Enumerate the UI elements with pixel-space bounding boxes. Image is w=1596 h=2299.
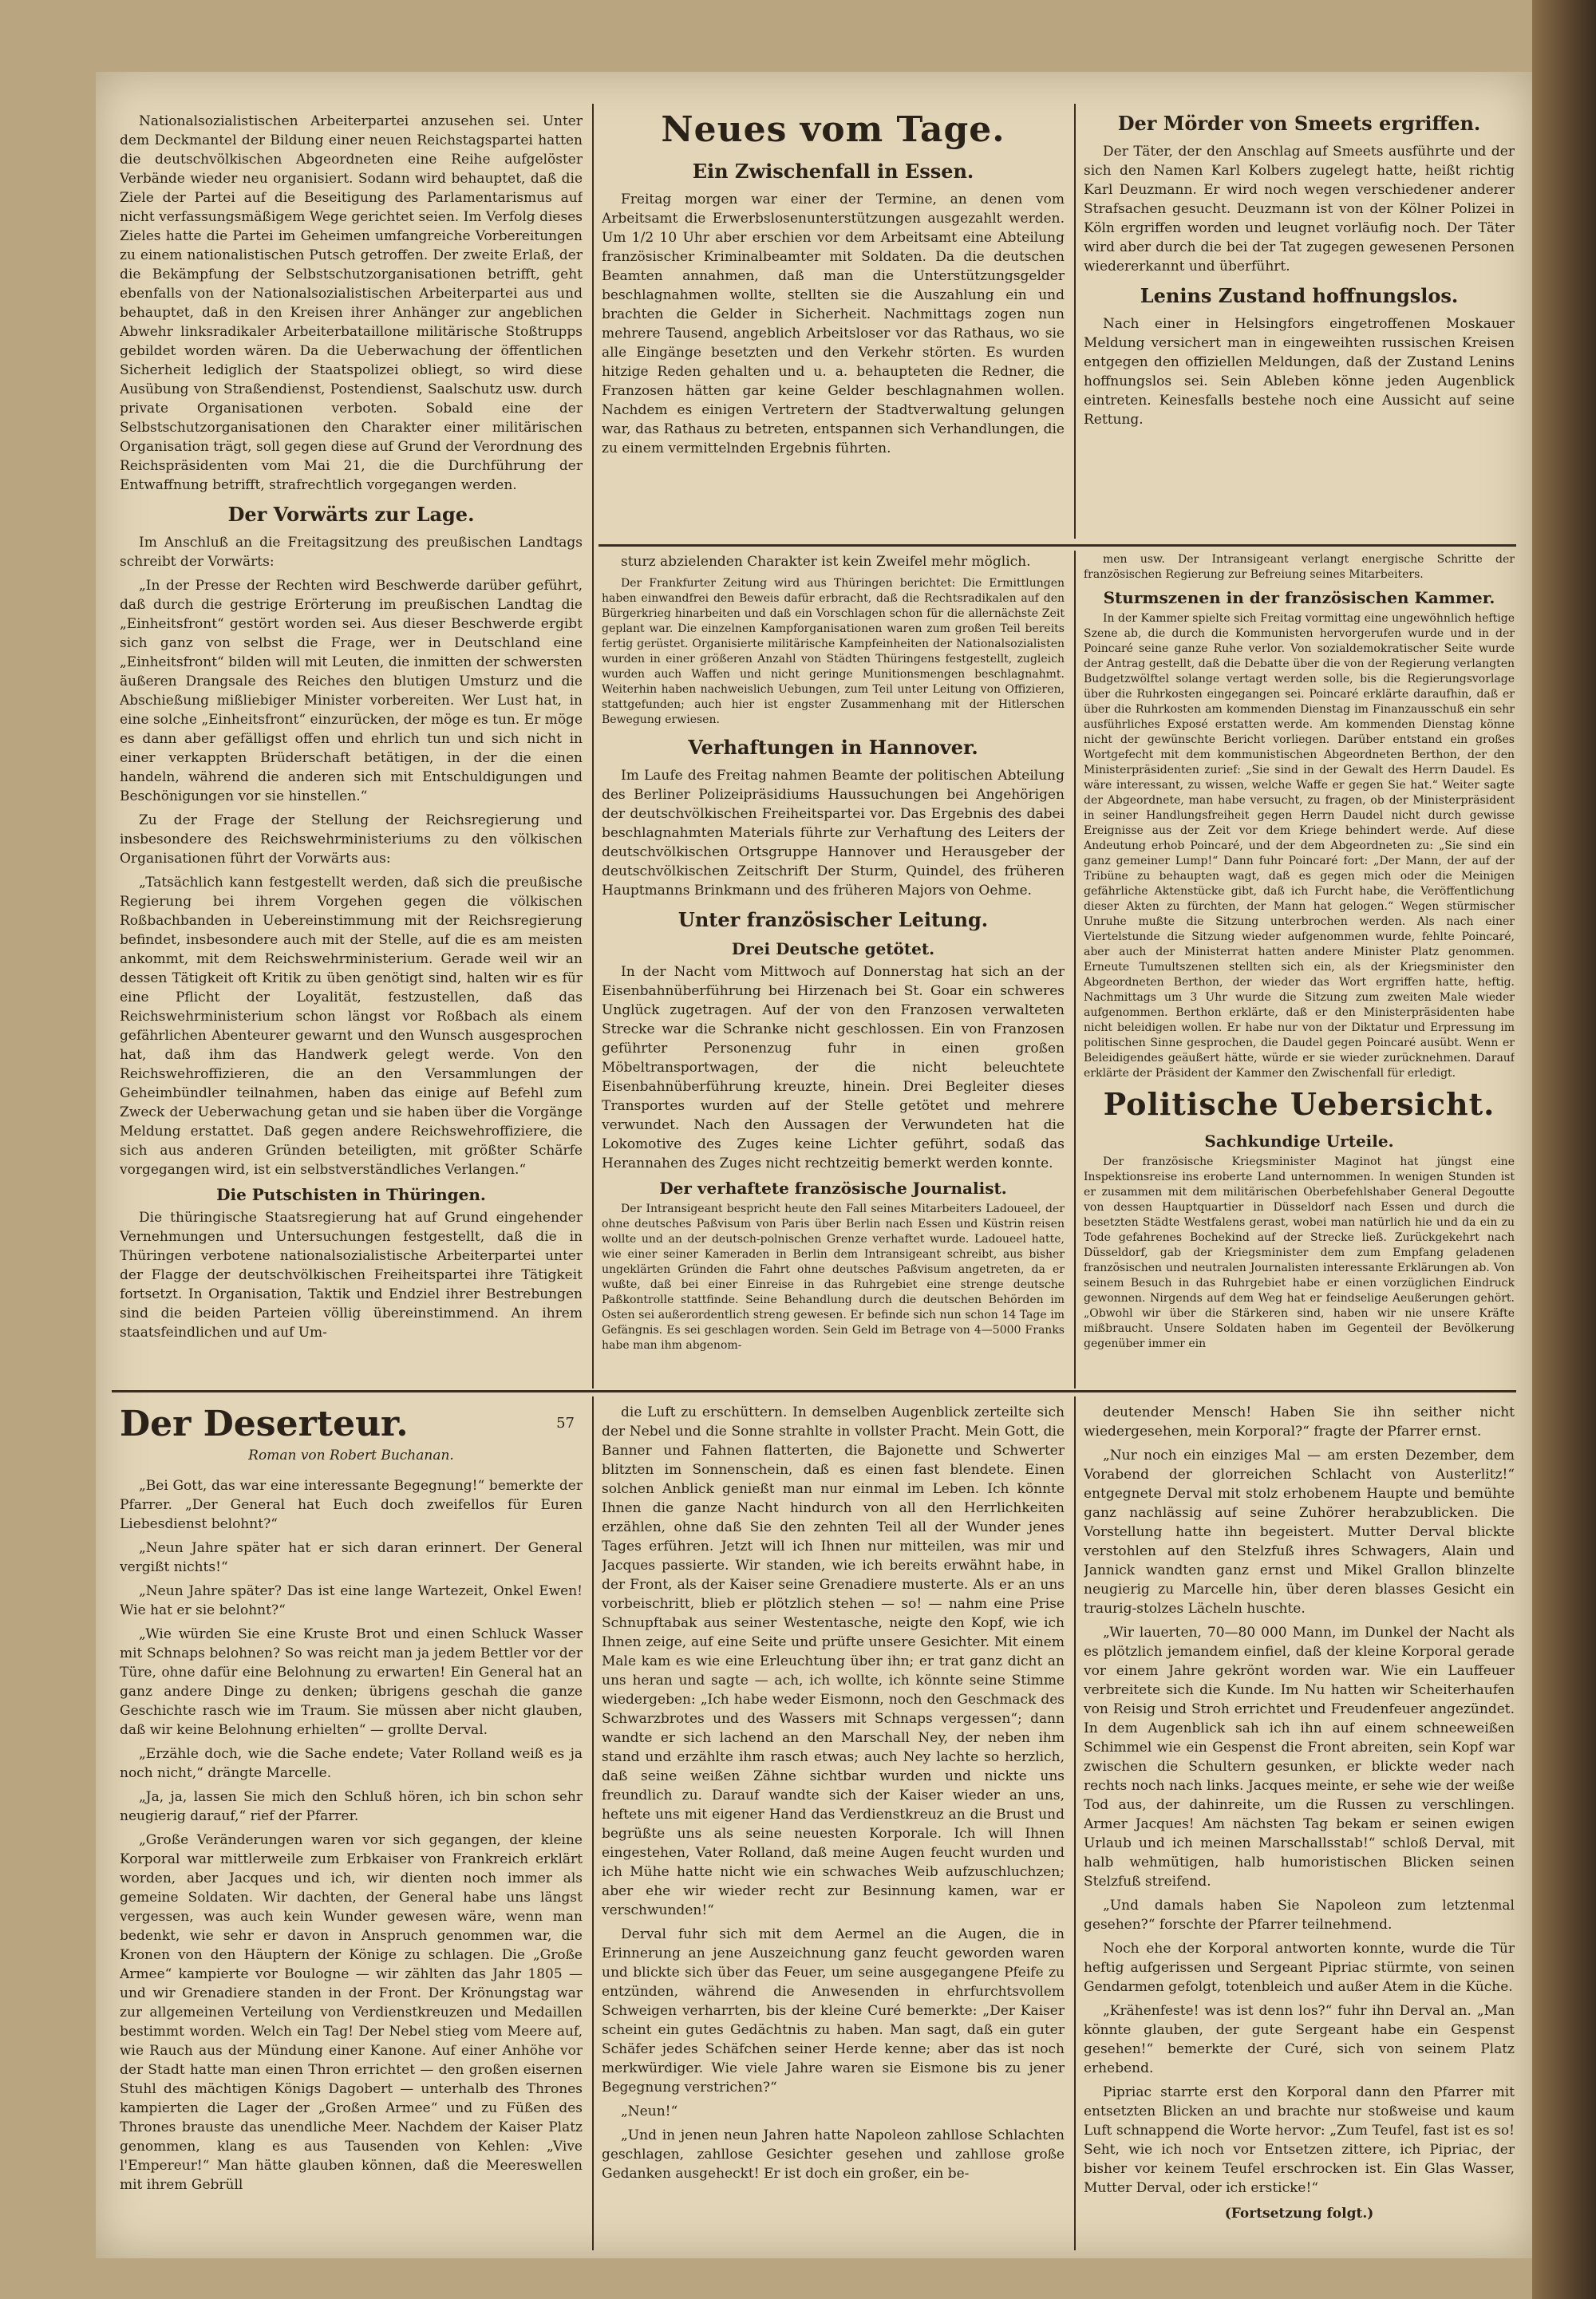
paragraph: „Bei Gott, das war eine interessante Begegnung!“ bemerkte der Pfarrer. „Der General hat Euch doch zweifellos für Euren Liebesdienst belohnt?“ — [120, 1478, 583, 1532]
paragraph: Der Frankfurter Zeitung wird aus Thüringen berichtet: Die Ermittlungen haben einwandfrei den Beweis dafür erbracht, daß die Rechtsradikalen auf den Bürgerkrieg hinarbeiten und daß ein Vorschlagen schon für die allernächste Zeit geplant war. Die einzelnen Kampforganisationen waren zum großen Teil bereits fertig gerüstet. Organisierte militärische Kampfeinheiten der Nationalsozialisten wurden in einer größeren Anzahl von Städten Thüringens festgestellt, zugleich wurden auch Waffen und nicht geringe Munitionsmengen beschlagnahmt. Weiterhin haben nachweislich Uebungen, zum Teil unter Leitung von Offizieren, stattgefunden; auch hier ist engster Zusammenhang mit der Hitlerschen Bewegung erwiesen. — [602, 577, 1065, 726]
paragraph: „Nur noch ein einziges Mal — am ersten Dezember, dem Vorabend der glorreichen Schlacht von Austerlitz!“ entgegnete Derval mit stolz erhobenem Haupte und bemühte ganz nachlässig auf seine Zuhörer herabzublicken. Die Vorstellung hatte ihn begeistert. Mutter Derval blickte verstohlen auf den Stelzfuß ihres Schwagers, Alain und Jannick wandten ganz ernst und Mikel Grallon blinzelte neugierig zu Marcelle hin, über deren blasses Gesicht ein traurig-stolzes Lächeln huschte. — [1084, 1448, 1515, 1617]
paragraph: Im Anschluß an die Freitagsitzung des preußischen Landtags schreibt der Vorwärts: — [120, 535, 583, 570]
middle-right-column — [1084, 552, 1515, 1382]
middle-column — [602, 552, 1065, 1382]
heading-lenin: Lenins Zustand hoffnungslos. — [1140, 284, 1459, 307]
vorwaerts-paragraphs — [120, 533, 583, 1179]
heading-putschisten: Die Putschisten in Thüringen. — [216, 1185, 486, 1204]
paragraph: Der französische Kriegsminister Maginot hat jüngst eine Inspektionsreise ins eroberte Land unternommen. In wenigen Stunden ist er zusammen mit dem militärischen Oberbefehlshaber General Degoutte von dessen Hauptquartier in Düsseldorf nach Essen und durch die besetzten Städte Westfalens gerast, wobei man natürlich hie und da ein zu Tode gefahrenes Bochekind auf der Strecke ließ. Zurückgekehrt nach Düsseldorf, gab der Kriegsminister dem zum Empfang geladenen französischen und neutralen Journalisten interessante Erklärungen ab. Von seinem Besuch in das Ruhrgebiet habe er einen vorzüglichen Eindruck gewonnen. Nirgends auf dem Weg hat er feindselige Aeußerungen gehört. „Obwohl wir über die Stärkeren sind, haben wir nie unsere Kräfte mißbraucht. Unsere Soldaten haben im Gegenteil der Bevölkerung gegenüber immer ein — [1084, 1155, 1515, 1350]
feuilleton-rule — [112, 1390, 1516, 1392]
paragraph: Pipriac starrte erst den Korporal dann den Pfarrer mit entsetzten Blicken an und brachte nur stoßweise und kaum Luft schnappend die Worte hervor: „Zum Teufel, fast ist es so! Seht, wie ich noch vor Entsetzen zittere, ich Pipriac, der bisher vor keinem Teufel erschrocken ist. Ein Glas Wasser, Mutter Derval, oder ich ersticke!“ — [1084, 2084, 1515, 2196]
putschisten-paragraphs — [120, 1208, 583, 1342]
heading-journalist: Der verhaftete französische Journalist. — [659, 1179, 1007, 1198]
hannover-paragraphs — [602, 766, 1065, 900]
heading-essen: Ein Zwischenfall in Essen. — [692, 160, 974, 183]
heading-smeets: Der Mörder von Smeets ergriffen. — [1117, 112, 1481, 135]
paragraph: Derval fuhr sich mit dem Aermel an die Augen, die in Erinnerung an jene Auszeichnung ganz feucht geworden waren und blickte sich über das Feuer, um seine ausgegangene Pfeife zu entzünden, während die Anwesenden in ehrfurchtsvollem Schweigen verharrten, bis der kleine Curé bemerkte: „Der Kaiser scheint ein gutes Gedächtnis zu haben. Man sagt, daß ein guter Schäfer jedes Schäfchen seiner Herde kenne; aber das ist noch merkwürdiger. Wie viele Jahre waren sie Eismone bis zu jener Begegnung verstrichen?“ — [602, 1926, 1065, 2096]
column-rule — [1074, 551, 1076, 1388]
novel-text-1 — [120, 1476, 583, 2194]
heading-kammer: Sturmszenen in der französischen Kammer. — [1103, 588, 1495, 607]
paragraph: Der Täter, der den Anschlag auf Smeets ausführte und der sich den Namen Karl Kolbers zugelegt hatte, heißt richtig Karl Deuzmann. Er wird noch wegen verschiedener anderer Strafsachen gesucht. Deuzmann ist von der Kölner Polizei in Köln ergriffen worden und leugnet vorläufig noch. Der Täter wird aber durch die bei der Tat zugegen gewesenen Personen wiedererkannt und überführt. — [1084, 144, 1515, 275]
urteile-paragraphs — [1084, 1155, 1515, 1352]
newspaper-page — [96, 72, 1532, 2258]
paragraph: men usw. Der Intransigeant verlangt energische Schritte der französischen Regierung zur Befreiung seines Mitarbeiters. — [1084, 553, 1515, 581]
heading-urteile: Sachkundige Urteile. — [1204, 1132, 1394, 1151]
frankfurter-report — [602, 576, 1065, 728]
novel-title: Der Deserteur. — [120, 1404, 409, 1444]
page-number: 57 — [556, 1415, 575, 1432]
subheading-leitung: Drei Deutsche getötet. — [731, 939, 935, 958]
heading-hannover: Verhaftungen in Hannover. — [688, 736, 978, 759]
top-right-column — [1084, 104, 1515, 527]
paragraph: Nationalsozialistischen Arbeiterpartei anzusehen sei. Unter dem Deckmantel der Bildung einer neuen Reichstagspartei hatten die deutschvölkischen Abgeordneten eine Reihe aufgelöster Verbände wieder neu organisiert. Sodann wird behauptet, daß die Ziele der Partei auf die Beseitigung des Parlamentarismus auf nicht verfassungsmäßigem Wege gerichtet seien. Im Verfolg dieses Zieles hatte die Partei im Geheimen umfangreiche Vorbereitungen zu einem nationalistischen Putsch getroffen. Der zweite Erlaß, der die Bekämpfung der Selbstschutzorganisationen betrifft, geht ebenfalls von der Nationalsozialistischen Arbeiterpartei aus und behauptet, daß in den Kreisen ihrer Anhänger zur angeblichen Abwehr linksradikaler Arbeiterbataillone militärische Stoßtrupps gebildet worden wären. Da die Ueberwachung der öffentlichen Sicherheit lediglich der Staatspolizei obliegt, so wird diese Ausübung von Straßendienst, Postendienst, Saalschutz usw. durch private Organisationen verboten. Sobald eine der Selbstschutzorganisationen den Charakter einer militärischen Organisation trägt, soll gegen diese auf Grund der Verordnung des Reichspräsidenten vom Mai 21, die die Durchführung der Entwaffnung betrifft, strafrechtlich vorgegangen werden. — [120, 113, 583, 493]
leitung-paragraphs — [602, 962, 1065, 1173]
novel-column-3 — [1084, 1403, 1515, 2249]
book-binding — [1532, 0, 1596, 2299]
paragraph: „Ja, ja, lassen Sie mich den Schluß hören, ich bin schon sehr neugierig darauf,“ rief der Pfarrer. — [120, 1789, 583, 1824]
smeets-paragraphs — [1084, 142, 1515, 276]
paragraph: Zu der Frage der Stellung der Reichsregierung und insbesondere des Reichswehrministeriums zu den völkischen Organisationen führt der Vorwärts aus: — [120, 812, 583, 867]
novel-subtitle: Roman von Robert Buchanan. — [248, 1448, 454, 1464]
paragraph: „Und in jenen neun Jahren hatte Napoleon zahllose Schlachten geschlagen, zahllose Gesichter gesehen und zahllose große Gedanken ausgeheckt! Er ist doch ein großer, ein be- — [602, 2127, 1065, 2182]
paragraph: „Wie würden Sie eine Kruste Brot und einen Schluck Wasser mit Schnaps belohnen? So was reicht man ja jedem Bettler vor der Türe, ohne dafür eine Belohnung zu erwarten! Ein General hat an ganz andere Dinge zu denken; übrigens geschah die ganze Geschichte rasch wie im Traum. Sie müssen aber nicht glauben, daß wir keine Belohnung erhielten“ — grollte Derval. — [120, 1626, 583, 1738]
top-middle-column — [602, 104, 1065, 539]
paragraph: Der Intransigeant bespricht heute den Fall seines Mitarbeiters Ladoueel, der ohne deutsches Paßvisum von Paris über Berlin nach Essen und Küstrin reisen wollte und an der deutsch-polnischen Grenze verhaftet wurde. Ladoueel hatte, wie einer seiner Kameraden in Berlin dem Intransigeant schreibt, aus bisher ungeklärten Gründen die Fahrt ohne deutsches Paßvisum angetreten, da er wußte, daß bei einer Einreise in das Ruhrgebiet eine strenge deutsche Paßkontrolle stattfinde. Seine Behandlung durch die deutschen Behörden im Osten sei außerordentlich streng gewesen. Er befinde sich nun schon 14 Tage im Gefängnis. Es sei geschlagen worden. Sein Geld im Betrage von 4—5000 Franks habe man ihm abgenom- — [602, 1203, 1065, 1352]
paragraph: „Große Veränderungen waren vor sich gegangen, der kleine Korporal war mittlerweile zum Erbkaiser von Frankreich erklärt worden, aber Jacques und ich, wir dienten noch immer als gemeine Soldaten. Wir dachten, der General habe uns längst vergessen, was auch kein Wunder gewesen wäre, wenn man bedenkt, wie sehr er davon in Anspruch genommen war, die Kronen von den Häuptern der Könige zu schlagen. Die „Große Armee“ kampierte vor Boulogne — wir zählten das Jahr 1805 — und wir Grenadiere standen in der Front. Der Krönungstag war zur allgemeinen Verteilung von Verdienstkreuzen und Medaillen bestimmt worden. Welch ein Tag! Der Nebel stieg vom Meere auf, wie Rauch aus der Mündung einer Kanone. Auf einer Anhöhe vor der Stadt hatte man einen Thron errichtet — den großen eisernen Stuhl des mächtigen Königs Dagobert — unterhalb des Thrones kampierten die Lager der „Großen Armee“ und zu Füßen des Thrones brauste das unendliche Meer. Nachdem der Kaiser Platz genommen, klang es aus Tausenden von Kehlen: „Vive l'Empereur!“ Man hätte glauben können, daß die Meereswellen mit ihrem Gebrüll — [120, 1832, 583, 2193]
paragraph: die Luft zu erschüttern. In demselben Augenblick zerteilte sich der Nebel und die Sonne strahlte in vollster Pracht. Mein Gott, die Banner und Fahnen flatterten, die Bajonette und Schwerter blitzten im Sonnenschein, daß es einen fast blendete. Einen solchen Anblick genießt man nur einmal im Leben. Ich könnte Ihnen die ganze Nacht hindurch von all den Herrlichkeiten erzählen, ohne daß Sie den zehnten Teil all der Wunder jenes Tages erführen. Jetzt will ich Ihnen nur mitteilen, was mir und Jacques passierte. Wir standen, wie ich bereits erwähnt habe, in der Front, als der Kaiser seine Grenadiere musterte. Als er an uns vorbeischritt, blieb er plötzlich stehen — so! — nahm eine Prise Schnupftabak aus seiner Westentasche, neigte den Kopf, wie ich Ihnen zeige, auf eine Seite und prüfte unsere Gesichter. Mit einem Male kam es wie eine Erleuchtung über ihn; er trat ganz dicht an uns heran und sagte — ach, ich wollte, ich könnte seine Stimme wiedergeben: „Ich habe weder Eismonn, noch den Geschmack des Schwarzbrotes und des Wassers mit Schnaps vergessen“; dann wandte er sich lachend an den Marschall Ney, der neben ihm stand und erzählte ihm rasch etwas; auch Ney lachte so herzlich, daß seine weißen Zähne sichtbar wurden und nickte uns freundlich zu. Darauf wandte sich der Kaiser wieder an uns, heftete uns mit eigener Hand das Verdienstkreuz an die Brust und begrüßte uns als seine neuesten Korporale. Ich will Ihnen eingestehen, Vater Rolland, daß meine Augen feucht wurden und ich Mühe hatte nicht wie ein schwaches Weib aufzuschluchzen; aber ehe wir wieder recht zur Besinnung kamen, war er verschwunden!“ — [602, 1404, 1065, 1918]
top-left-paragraphs — [120, 112, 583, 495]
paragraph: „Tatsächlich kann festgestellt werden, daß sich die preußische Regierung bei ihrem Vorgehen gegen die völkischen Roßbachbanden in Uebereinstimmung mit der Reichsregierung befindet, insbesondere auch mit der Stelle, auf die es am meisten ankommt, mit dem Reichswehrministerium. Gerade weil wir an dessen Tätigkeit oft Kritik zu üben genötigt sind, halten wir es für eine Pflicht der Loyalität, festzustellen, daß das Reichswehrministerium schon längst vor Roßbach als einem gefährlichen Abenteurer gewarnt und den Wunsch ausgesprochen hat, daß ihm das Handwerk gelegt werde. Von den Reichswehroffizieren, die an den Versammlungen der Geheimbündler teilnahmen, haben das einige auf Befehl zum Zweck der Ueberwachung getan und sie haben über die Vorgänge Meldung erstattet. Daß gegen andere Reichswehroffiziere, die sich aus anderen Gründen beteiligten, mit größter Schärfe vorgegangen wird, ist ein selbstverständliches Verlangen.“ — [120, 875, 583, 1178]
paragraph: deutender Mensch! Haben Sie ihn seither nicht wiedergesehen, mein Korporal?“ fragte der Pfarrer ernst. — [1084, 1404, 1515, 1440]
column-rule — [592, 1396, 594, 2250]
paragraph: Noch ehe der Korporal antworten konnte, wurde die Tür heftig aufgerissen und Sergeant Pipriac stürmte, von seinen Gendarmen gefolgt, totenbleich und außer Atem in die Küche. — [1084, 1941, 1515, 1995]
paragraph: In der Nacht vom Mittwoch auf Donnerstag hat sich an der Eisenbahnüberführung bei Hirzenach bei St. Goar ein schweres Unglück zugetragen. Auf der von den Franzosen verwalteten Strecke war die Schranke nicht geschlossen. Ein von Franzosen geführter Personenzug fuhr in einen großen Möbeltransportwagen, der die nicht beleuchtete Eisenbahnüberführung kreuzte, hinein. Drei Begleiter dieses Transportes wurden auf der Stelle getötet und mehrere verwundet. Nach den Aussagen der Verwundeten hat die Lokomotive des Zuges keine Lichter geführt, sodaß das Herannahen des Zuges nicht rechtzeitig bemerkt werden konnte. — [602, 964, 1065, 1171]
paragraph: Die thüringische Staatsregierung hat auf Grund eingehender Vernehmungen und Untersuchungen festgestellt, daß die in Thüringen verbotene nationalsozialistische Arbeiterpartei unter der Flagge der deutschvölkischen Freiheitspartei ihre Tätigkeit fortsetzt. In Organisation, Taktik und Endziel ihrer Bestrebungen sind die beiden Parteien völlig übereinstimmend. An ihrem staatsfeindlichen und auf Um- — [120, 1210, 583, 1341]
column-rule — [1074, 1396, 1076, 2250]
heading-leitung: Unter französischer Leitung. — [678, 908, 989, 931]
paragraph: „Neun Jahre später hat er sich daran erinnert. Der General vergißt nichts!“ — [120, 1540, 583, 1575]
novel-column-2 — [602, 1403, 1065, 2249]
column-rule — [1074, 104, 1076, 539]
novel-text-2 — [602, 1403, 1065, 2183]
paragraph: sturz abzielenden Charakter ist kein Zweifel mehr möglich. — [621, 554, 1031, 570]
heading-vorwaerts: Der Vorwärts zur Lage. — [227, 503, 475, 526]
novel-column-1 — [120, 1403, 583, 2249]
paragraph: „In der Presse der Rechten wird Beschwerde darüber geführt, daß durch die gestrige Erörterung im preußischen Landtag die „Einheitsfront“ gestört worden sei. Aus dieser Beschwerde ergibt sich ganz von selbst die Frage, wer in Deutschland eine „Einheitsfront“ bilden will mit Leuten, die inmitten der schwersten äußeren Drangsale des Reiches den blutigen Umsturz und die Abschießung mißliebiger Minister vorbereiten. Wer Lust hat, in eine solche „Einheitsfront“ einzurücken, der möge es tun. Er möge es dann aber gefälligst offen und ehrlich tun und sich nicht in einer verkappten Brüderschaft betätigen, in der die einen handeln, während die anderen sich mit Entschuldigungen und Beschönigungen vor sie hinstellen.“ — [120, 578, 583, 804]
continuation-note: (Fortsetzung folgt.) — [1224, 2206, 1374, 2222]
paragraph: „Neun!“ — [621, 2103, 678, 2119]
journalist-paragraphs — [602, 1202, 1065, 1353]
kammer-paragraphs — [1084, 611, 1515, 1081]
intransigeant-end — [1084, 552, 1515, 583]
paragraph: „Neun Jahre später? Das ist eine lange Wartezeit, Onkel Ewen! Wie hat er sie belohnt?“ — [120, 1583, 583, 1618]
column-rule — [592, 104, 594, 1388]
paragraph: „Wir lauerten, 70—80 000 Mann, im Dunkel der Nacht als es plötzlich jemandem einfiel, daß der kleine Korporal gerade vor einem Jahre gekrönt worden war. Wie ein Lauffeuer verbreitete sich die Kunde. Im Nu hatten wir Scheiterhaufen von Reisig und Stroh errichtet und Freudenfeuer angezündet. In dem Augenblick sah ich ihn auf einem schneeweißen Schimmel wie ein Gespenst die Front abreiten, sein Kopf war zwischen die Schultern gesunken, er blickte weder nach rechts noch nach links. Jacques meinte, er sehe wie der weiße Tod aus, der dahinreite, um die Russen zu verschlingen. Armer Jacques! Am nächsten Tag bekam er seinen ewigen Urlaub und ich meinen Marschallsstab!“ schloß Derval, mit halb wehmütigen, halb humoristischen Blicken seinen Stelzfuß streifend. — [1084, 1625, 1515, 1890]
paragraph: „Erzähle doch, wie die Sache endete; Vater Rolland weiß es ja noch nicht,“ drängte Marcelle. — [120, 1746, 583, 1781]
essen-paragraphs — [602, 190, 1065, 458]
paragraph: „Krähenfeste! was ist denn los?“ fuhr ihn Derval an. „Man könnte glauben, der gute Sergeant habe ein Gespenst gesehen!“ bemerkte der Curé, sich von seinem Platz erhebend. — [1084, 2003, 1515, 2076]
paragraph: Im Laufe des Freitag nahmen Beamte der politischen Abteilung des Berliner Polizeipräsidiums Haussuchungen bei Angehörigen der deutschvölkischen Freiheitspartei vor. Das Ergebnis des dabei beschlagnahmten Materials führte zur Verhaftung des Leiters der deutschvölkischen Ortsgruppe Hannover und Herausgeber der deutschvölkischen Zeitschrift Der Sturm, Quindel, des früheren Hauptmanns Brinkmann und des früheren Majors von Oehme. — [602, 768, 1065, 899]
section-title-uebersicht: Politische Uebersicht. — [1103, 1086, 1495, 1122]
novel-text-3 — [1084, 1403, 1515, 2198]
section-rule — [598, 544, 1516, 547]
lenin-paragraphs — [1084, 314, 1515, 429]
paragraph: Freitag morgen war einer der Termine, an denen vom Arbeitsamt die Erwerbslosenunterstützungen ausgezahlt werden. Um 1/2 10 Uhr aber erschien vor dem Arbeitsamt eine Abteilung französischer Kriminalbeamter mit Soldaten. Da die deutschen Beamten annahmen, daß man die Unterstützungsgelder beschlagnahmen wollte, stellten sie die Auszahlung ein und brachten die Gelder in Sicherheit. Nachmittags zogen nun mehrere Tausend, angeblich Arbeitsloser vor das Rathaus, wo sie alle Eingänge besetzten und den Verkehr störten. Es wurden hitzige Reden gehalten und u. a. behaupteten die Redner, die Franzosen hätten gar keine Gelder beschlagnahmen wollen. Nachdem es einigen Vertretern der Stadtverwaltung gelungen war, das Rathaus zu betreten, entspannen sich Verhandlungen, die zu einem vermittelnden Ergebnis führten. — [602, 192, 1065, 456]
section-title-neues: Neues vom Tage. — [661, 109, 1005, 150]
top-left-column — [120, 112, 583, 1385]
paragraph: „Und damals haben Sie Napoleon zum letztenmal gesehen?“ forschte der Pfarrer teilnehmend. — [1084, 1898, 1515, 1933]
paragraph: In der Kammer spielte sich Freitag vormittag eine ungewöhnlich heftige Szene ab, die durch die Kommunisten hervorgerufen wurde und in der Poincaré seine ganze Ruhe verlor. Von sozialdemokratischer Seite wurde der Antrag gestellt, daß die Debatte über die von der Regierung verlangten Budgetzwölftel solange vertagt werden solle, bis die Regierungsvorlage über die Ruhrkosten eingegangen sei. Poincaré erklärte daraufhin, daß er über die Ruhrkosten am kommenden Dienstag im Finanzausschuß ein sehr ausführliches Exposé erstatten werde. Am kommenden Dienstag könne nicht der gewünschte Bericht vorliegen. Darüber entstand ein großes Wortgefecht mit dem kommunistischen Abgeordneten Berthon, der den Ministerpräsidenten zurief: „Sie sind in der Gewalt des Herrn Daudel. Es wäre interessant, zu wissen, welche Waffe er gegen Sie hat.“ Weiter sagte der Abgeordnete, man habe versucht, zu fragen, ob der Ministerpräsident in seiner Handlungsfreiheit gegen Herrn Daudel nicht durch gewisse Ereignisse aus der Zeit vor dem Kriege behindert werde. Auf diese Andeutung erhob Poincaré, und der dem Abgeordneten zu: „Sie sind ein ganz gemeiner Lump!“ Dann fuhr Poincaré fort: „Der Mann, der auf der Tribüne zu behaupten wagt, daß es gegen mich oder die Meinigen gefährliche Aktenstücke gibt, daß ich Furcht habe, die Veröffentlichung dieser Akten zu fürchten, der Mann hat gelogen.“ Wegen stürmischer Unruhe mußte die Sitzung unterbrochen werden. Als nach einer Viertelstunde die Sitzung wieder aufgenommen wurde, fehlte Poincaré, aber auch der Ministerrat hatten andere Minister Platz genommen. Erneute Tumultszenen stellten sich ein, als der Kriegsminister den Abgeordneten Berthon, der wieder das Wort ergriffen hatte, heftig. Nachmittags um 3 Uhr wurde die Sitzung zum zweiten Male wieder aufgenommen. Berthon erklärte, daß er den Ministerpräsidenten habe nicht beleidigen wollen. Er habe nur von der Diktatur und Erpressung im politischen Sinne gesprochen, die Daudel gegen Poincaré ausübt. Wenn er Beleidigendes geäußert hätte, würde er sie wieder zurücknehmen. Darauf erklärte der Präsident der Kammer den Zwischenfall für erledigt. — [1084, 612, 1515, 1080]
sturz-paragraph — [602, 552, 1065, 571]
paragraph: Nach einer in Helsingfors eingetroffenen Moskauer Meldung versichert man in eingeweihten russischen Kreisen entgegen den offiziellen Meldungen, daß der Zustand Lenins hoffnungslos sei. Sein Ableben könne jeden Augenblick eintreten. Keinesfalls bestehe noch eine Aussicht auf seine Rettung. — [1084, 316, 1515, 428]
